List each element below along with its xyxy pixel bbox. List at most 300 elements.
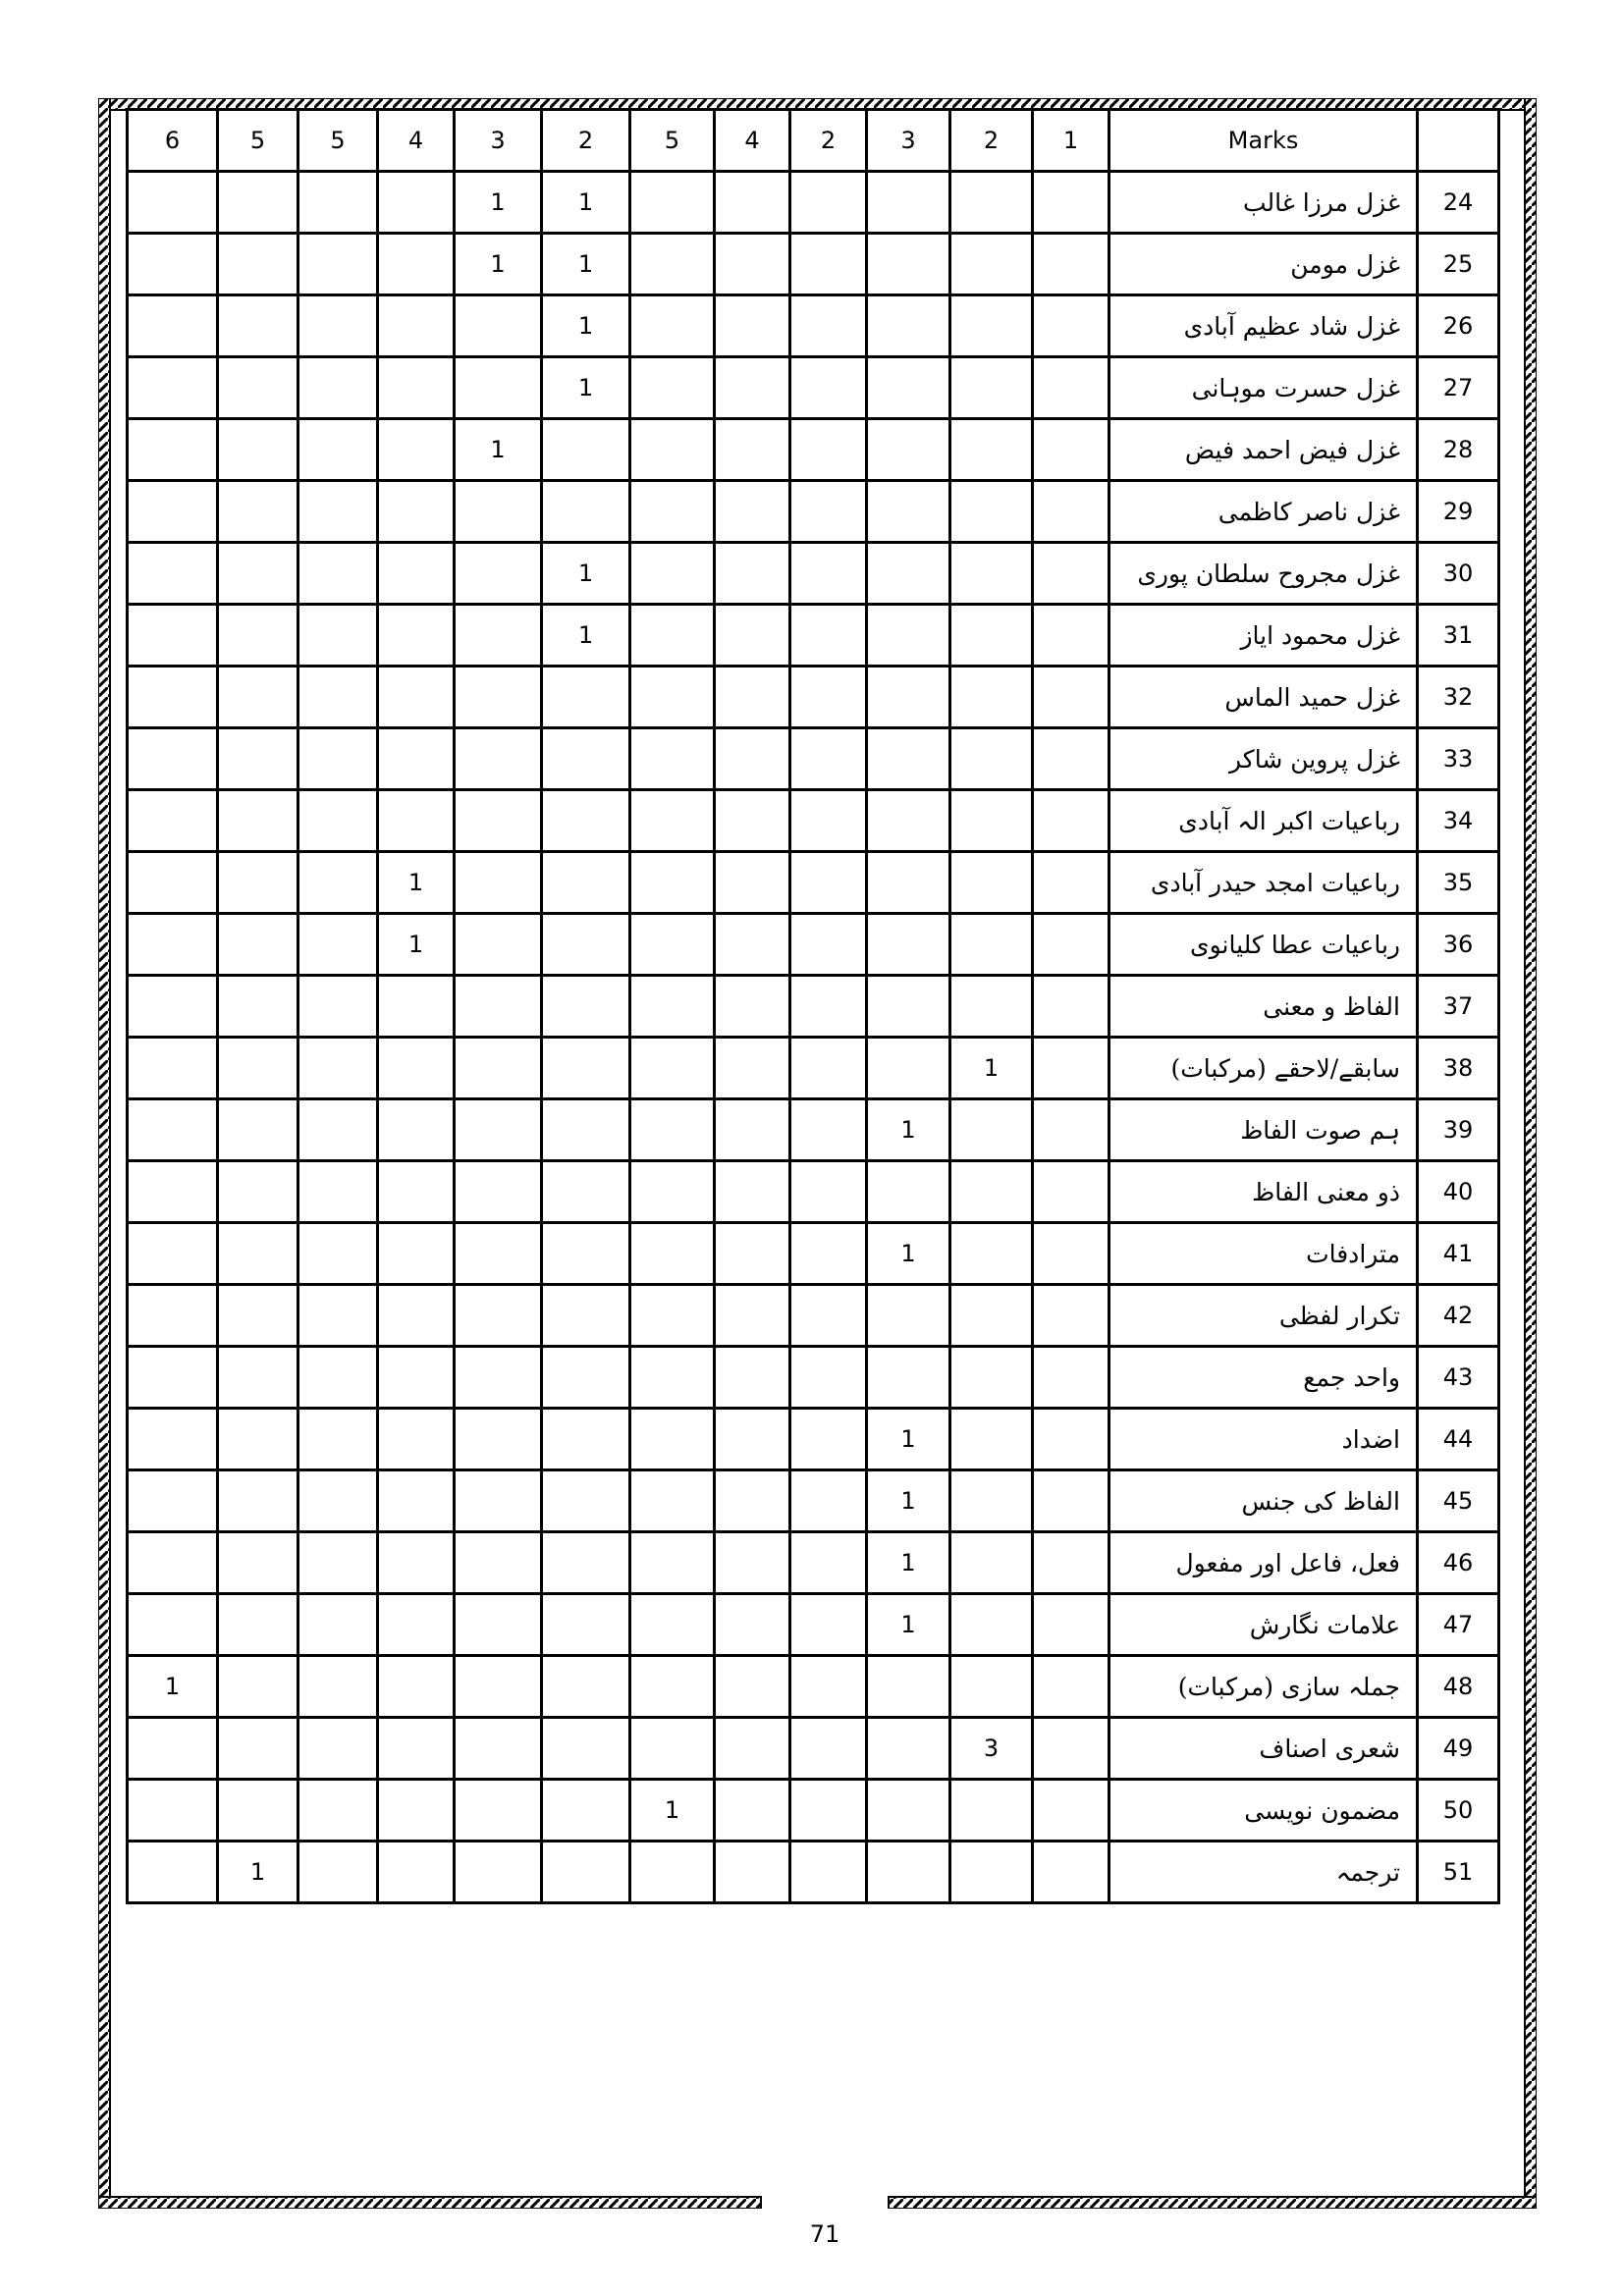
table-row	[128, 1842, 1499, 1903]
mark-cell	[630, 1470, 715, 1532]
mark-cell	[950, 1285, 1033, 1347]
table-row	[128, 1718, 1499, 1780]
mark-cell	[1033, 1099, 1109, 1161]
mark-cell: 1	[542, 543, 630, 605]
mark-cell	[128, 419, 218, 481]
mark-cell	[128, 1409, 218, 1470]
mark-cell	[218, 790, 298, 852]
mark-cell	[715, 1532, 790, 1594]
mark-cell	[218, 295, 298, 357]
mark-cell	[298, 1347, 378, 1409]
mark-cell	[715, 295, 790, 357]
mark-cell	[715, 234, 790, 295]
mark-cell	[1033, 234, 1109, 295]
mark-cell	[298, 1470, 378, 1532]
mark-cell	[630, 419, 715, 481]
table-row	[128, 234, 1499, 295]
topic-cell: غزل شاد عظیم آبادی	[1109, 295, 1418, 357]
mark-cell	[128, 1594, 218, 1656]
mark-cell	[790, 1532, 867, 1594]
mark-cell	[455, 1409, 542, 1470]
mark-cell	[950, 357, 1033, 419]
mark-cell	[1033, 1780, 1109, 1842]
mark-cell	[542, 419, 630, 481]
row-number: 40	[1418, 1161, 1499, 1223]
mark-cell	[950, 1409, 1033, 1470]
mark-cell	[455, 1470, 542, 1532]
mark-cell	[790, 1223, 867, 1285]
mark-cell	[715, 481, 790, 543]
mark-cell	[298, 852, 378, 914]
mark-cell	[542, 1285, 630, 1347]
table-row	[128, 543, 1499, 605]
mark-cell: 1	[867, 1223, 950, 1285]
header-cell: 4	[378, 110, 455, 172]
mark-cell	[790, 172, 867, 234]
mark-cell	[790, 667, 867, 728]
mark-cell	[455, 728, 542, 790]
mark-cell: 1	[867, 1099, 950, 1161]
mark-cell	[128, 1285, 218, 1347]
mark-cell	[950, 605, 1033, 667]
mark-cell	[542, 1718, 630, 1780]
mark-cell	[378, 976, 455, 1038]
mark-cell	[1033, 1161, 1109, 1223]
header-cell: 2	[790, 110, 867, 172]
mark-cell	[950, 728, 1033, 790]
mark-cell	[128, 357, 218, 419]
mark-cell	[218, 1718, 298, 1780]
topic-cell: رباعیات عطا کلیانوی	[1109, 914, 1418, 976]
mark-cell	[715, 852, 790, 914]
table-row	[128, 1099, 1499, 1161]
mark-cell	[378, 295, 455, 357]
mark-cell	[715, 728, 790, 790]
mark-cell	[715, 1038, 790, 1099]
mark-cell	[542, 481, 630, 543]
mark-cell	[867, 172, 950, 234]
mark-cell	[950, 234, 1033, 295]
topic-cell: غزل مجروح سلطان پوری	[1109, 543, 1418, 605]
mark-cell	[630, 976, 715, 1038]
topic-cell: اضداد	[1109, 1409, 1418, 1470]
mark-cell	[298, 1656, 378, 1718]
mark-cell	[455, 357, 542, 419]
mark-cell	[128, 1099, 218, 1161]
mark-cell	[790, 1347, 867, 1409]
mark-cell	[790, 357, 867, 419]
mark-cell	[950, 1594, 1033, 1656]
mark-cell	[218, 914, 298, 976]
mark-cell	[715, 1842, 790, 1903]
mark-cell: 1	[378, 852, 455, 914]
mark-cell	[378, 1161, 455, 1223]
mark-cell	[218, 852, 298, 914]
table-row	[128, 976, 1499, 1038]
mark-cell	[630, 914, 715, 976]
row-number: 38	[1418, 1038, 1499, 1099]
mark-cell	[867, 1161, 950, 1223]
row-number: 47	[1418, 1594, 1499, 1656]
mark-cell	[790, 1038, 867, 1099]
mark-cell	[378, 1409, 455, 1470]
mark-cell	[790, 914, 867, 976]
mark-cell	[542, 1594, 630, 1656]
mark-cell	[867, 481, 950, 543]
mark-cell	[630, 790, 715, 852]
mark-cell	[630, 1532, 715, 1594]
mark-cell	[1033, 1470, 1109, 1532]
mark-cell	[867, 1656, 950, 1718]
mark-cell	[298, 1409, 378, 1470]
topic-cell: غزل حمید الماس	[1109, 667, 1418, 728]
mark-cell	[298, 976, 378, 1038]
mark-cell	[455, 1532, 542, 1594]
mark-cell	[298, 605, 378, 667]
mark-cell	[298, 234, 378, 295]
mark-cell: 1	[128, 1656, 218, 1718]
mark-cell	[378, 1594, 455, 1656]
mark-cell	[630, 234, 715, 295]
mark-cell	[790, 1099, 867, 1161]
table-row	[128, 852, 1499, 914]
mark-cell: 1	[630, 1780, 715, 1842]
mark-cell	[867, 419, 950, 481]
topic-cell: غزل محمود ایاز	[1109, 605, 1418, 667]
mark-cell	[218, 419, 298, 481]
topic-cell: ذو معنی الفاظ	[1109, 1161, 1418, 1223]
mark-cell	[128, 234, 218, 295]
mark-cell	[715, 1223, 790, 1285]
mark-cell	[378, 234, 455, 295]
mark-cell	[1033, 1842, 1109, 1903]
mark-cell: 1	[455, 172, 542, 234]
mark-cell	[128, 1470, 218, 1532]
mark-cell	[298, 1780, 378, 1842]
mark-cell	[630, 1099, 715, 1161]
mark-cell	[1033, 790, 1109, 852]
mark-cell	[1033, 976, 1109, 1038]
mark-cell: 1	[867, 1409, 950, 1470]
row-number: 35	[1418, 852, 1499, 914]
mark-cell	[542, 790, 630, 852]
mark-cell	[790, 543, 867, 605]
table-row	[128, 1285, 1499, 1347]
mark-cell	[1033, 728, 1109, 790]
mark-cell	[542, 1532, 630, 1594]
mark-cell	[867, 357, 950, 419]
table-row	[128, 172, 1499, 234]
mark-cell	[630, 1223, 715, 1285]
mark-cell	[218, 1656, 298, 1718]
mark-cell	[218, 1099, 298, 1161]
mark-cell	[218, 1347, 298, 1409]
mark-cell	[630, 543, 715, 605]
mark-cell: 1	[218, 1842, 298, 1903]
mark-cell	[715, 1099, 790, 1161]
mark-cell	[298, 1223, 378, 1285]
mark-cell	[128, 481, 218, 543]
mark-cell	[715, 419, 790, 481]
mark-cell	[218, 481, 298, 543]
mark-cell	[218, 976, 298, 1038]
mark-cell	[455, 1842, 542, 1903]
mark-cell	[128, 1161, 218, 1223]
mark-cell	[950, 667, 1033, 728]
mark-cell	[298, 172, 378, 234]
mark-cell	[950, 1161, 1033, 1223]
mark-cell	[950, 1223, 1033, 1285]
mark-cell	[542, 1656, 630, 1718]
table-row	[128, 1223, 1499, 1285]
mark-cell	[542, 1470, 630, 1532]
mark-cell	[790, 419, 867, 481]
topic-cell: غزل پروین شاکر	[1109, 728, 1418, 790]
mark-cell	[950, 172, 1033, 234]
table-row	[128, 1161, 1499, 1223]
mark-cell	[378, 1718, 455, 1780]
mark-cell	[715, 914, 790, 976]
row-number: 25	[1418, 234, 1499, 295]
mark-cell	[542, 1099, 630, 1161]
topic-cell: غزل حسرت موہانی	[1109, 357, 1418, 419]
row-number: 32	[1418, 667, 1499, 728]
mark-cell	[630, 1718, 715, 1780]
mark-cell	[542, 1780, 630, 1842]
header-cell: 2	[950, 110, 1033, 172]
mark-cell	[630, 481, 715, 543]
mark-cell	[715, 667, 790, 728]
mark-cell	[867, 234, 950, 295]
table-row	[128, 1409, 1499, 1470]
mark-cell	[378, 481, 455, 543]
mark-cell	[128, 667, 218, 728]
mark-cell: 1	[542, 172, 630, 234]
mark-cell	[715, 1409, 790, 1470]
mark-cell	[867, 667, 950, 728]
mark-cell	[630, 1347, 715, 1409]
mark-cell	[218, 357, 298, 419]
header-cell: 4	[715, 110, 790, 172]
mark-cell	[867, 1842, 950, 1903]
table-row	[128, 1780, 1499, 1842]
mark-cell	[867, 852, 950, 914]
mark-cell	[715, 1347, 790, 1409]
mark-cell	[715, 1594, 790, 1656]
table-row	[128, 667, 1499, 728]
mark-cell	[1033, 1532, 1109, 1594]
table-row	[128, 914, 1499, 976]
mark-cell	[1033, 1223, 1109, 1285]
mark-cell	[867, 728, 950, 790]
mark-cell	[218, 1223, 298, 1285]
mark-cell	[790, 1161, 867, 1223]
mark-cell	[298, 1099, 378, 1161]
mark-cell	[950, 914, 1033, 976]
mark-cell	[867, 1780, 950, 1842]
mark-cell	[455, 1718, 542, 1780]
mark-cell	[298, 1161, 378, 1223]
mark-cell	[218, 728, 298, 790]
mark-cell	[128, 543, 218, 605]
mark-cell	[1033, 914, 1109, 976]
mark-cell: 1	[542, 357, 630, 419]
header-cell: 5	[298, 110, 378, 172]
mark-cell	[715, 1470, 790, 1532]
mark-cell	[455, 914, 542, 976]
mark-cell	[542, 667, 630, 728]
topic-cell: علامات نگارش	[1109, 1594, 1418, 1656]
mark-cell	[298, 1532, 378, 1594]
row-number: 24	[1418, 172, 1499, 234]
mark-cell	[867, 790, 950, 852]
header-cell: 3	[455, 110, 542, 172]
mark-cell	[378, 1099, 455, 1161]
marks-table	[126, 108, 1500, 1904]
mark-cell	[790, 1656, 867, 1718]
mark-cell: 1	[542, 234, 630, 295]
mark-cell	[542, 976, 630, 1038]
mark-cell	[128, 852, 218, 914]
mark-cell	[1033, 1347, 1109, 1409]
mark-cell	[378, 1347, 455, 1409]
mark-cell	[630, 295, 715, 357]
mark-cell	[455, 667, 542, 728]
mark-cell	[455, 1223, 542, 1285]
table-row	[128, 481, 1499, 543]
mark-cell: 1	[455, 419, 542, 481]
mark-cell	[298, 1038, 378, 1099]
mark-cell	[298, 481, 378, 543]
mark-cell: 1	[542, 605, 630, 667]
table-row	[128, 419, 1499, 481]
row-number: 39	[1418, 1099, 1499, 1161]
table-row	[128, 1656, 1499, 1718]
mark-cell	[455, 1347, 542, 1409]
mark-cell	[790, 1718, 867, 1780]
mark-cell: 1	[867, 1532, 950, 1594]
row-number: 45	[1418, 1470, 1499, 1532]
row-number: 34	[1418, 790, 1499, 852]
mark-cell	[298, 914, 378, 976]
mark-cell	[542, 1038, 630, 1099]
mark-cell	[950, 852, 1033, 914]
mark-cell	[378, 1532, 455, 1594]
mark-cell	[128, 914, 218, 976]
row-number: 41	[1418, 1223, 1499, 1285]
mark-cell	[1033, 481, 1109, 543]
row-number: 48	[1418, 1656, 1499, 1718]
topic-cell: غزل مومن	[1109, 234, 1418, 295]
mark-cell	[128, 1347, 218, 1409]
mark-cell	[630, 1038, 715, 1099]
topic-cell: مترادفات	[1109, 1223, 1418, 1285]
mark-cell	[867, 1347, 950, 1409]
mark-cell	[378, 543, 455, 605]
table-row	[128, 728, 1499, 790]
mark-cell	[542, 1161, 630, 1223]
topic-cell: ہم صوت الفاظ	[1109, 1099, 1418, 1161]
mark-cell	[298, 1718, 378, 1780]
mark-cell	[128, 728, 218, 790]
mark-cell	[1033, 1718, 1109, 1780]
row-number: 27	[1418, 357, 1499, 419]
row-number: 43	[1418, 1347, 1499, 1409]
marks-header: Marks	[1109, 110, 1418, 172]
mark-cell	[950, 543, 1033, 605]
row-number: 28	[1418, 419, 1499, 481]
mark-cell	[298, 1285, 378, 1347]
row-number: 33	[1418, 728, 1499, 790]
mark-cell	[715, 790, 790, 852]
mark-cell	[715, 172, 790, 234]
mark-cell	[128, 1780, 218, 1842]
mark-cell	[1033, 667, 1109, 728]
mark-cell	[630, 172, 715, 234]
mark-cell	[128, 1532, 218, 1594]
mark-cell	[128, 976, 218, 1038]
mark-cell	[542, 1842, 630, 1903]
mark-cell	[715, 543, 790, 605]
mark-cell	[715, 1780, 790, 1842]
mark-cell	[455, 1656, 542, 1718]
mark-cell	[298, 419, 378, 481]
table-body	[128, 172, 1499, 1903]
page-number: 71	[809, 2220, 840, 2248]
mark-cell	[630, 1161, 715, 1223]
mark-cell	[378, 1656, 455, 1718]
mark-cell	[630, 852, 715, 914]
mark-cell	[1033, 172, 1109, 234]
mark-cell	[455, 1161, 542, 1223]
mark-cell	[715, 1285, 790, 1347]
topic-cell: مضمون نویسی	[1109, 1780, 1418, 1842]
mark-cell	[455, 976, 542, 1038]
mark-cell	[950, 1842, 1033, 1903]
mark-cell	[630, 1842, 715, 1903]
mark-cell: 1	[867, 1470, 950, 1532]
mark-cell	[1033, 1038, 1109, 1099]
mark-cell	[790, 481, 867, 543]
mark-cell	[218, 605, 298, 667]
mark-cell	[715, 976, 790, 1038]
mark-cell	[378, 1038, 455, 1099]
topic-cell: ترجمہ	[1109, 1842, 1418, 1903]
row-number: 50	[1418, 1780, 1499, 1842]
table-row	[128, 1038, 1499, 1099]
mark-cell	[790, 1842, 867, 1903]
mark-cell	[218, 172, 298, 234]
mark-cell	[378, 1470, 455, 1532]
mark-cell	[542, 1409, 630, 1470]
mark-cell	[950, 1470, 1033, 1532]
mark-cell	[950, 1780, 1033, 1842]
mark-cell	[630, 1285, 715, 1347]
topic-cell: واحد جمع	[1109, 1347, 1418, 1409]
number-header	[1418, 110, 1499, 172]
mark-cell	[218, 1161, 298, 1223]
mark-cell	[128, 1038, 218, 1099]
mark-cell	[455, 605, 542, 667]
mark-cell	[218, 1038, 298, 1099]
mark-cell	[1033, 543, 1109, 605]
mark-cell	[218, 1780, 298, 1842]
mark-cell	[455, 1285, 542, 1347]
mark-cell	[630, 357, 715, 419]
topic-cell: الفاظ و معنی	[1109, 976, 1418, 1038]
header-cell: 3	[867, 110, 950, 172]
mark-cell	[298, 728, 378, 790]
